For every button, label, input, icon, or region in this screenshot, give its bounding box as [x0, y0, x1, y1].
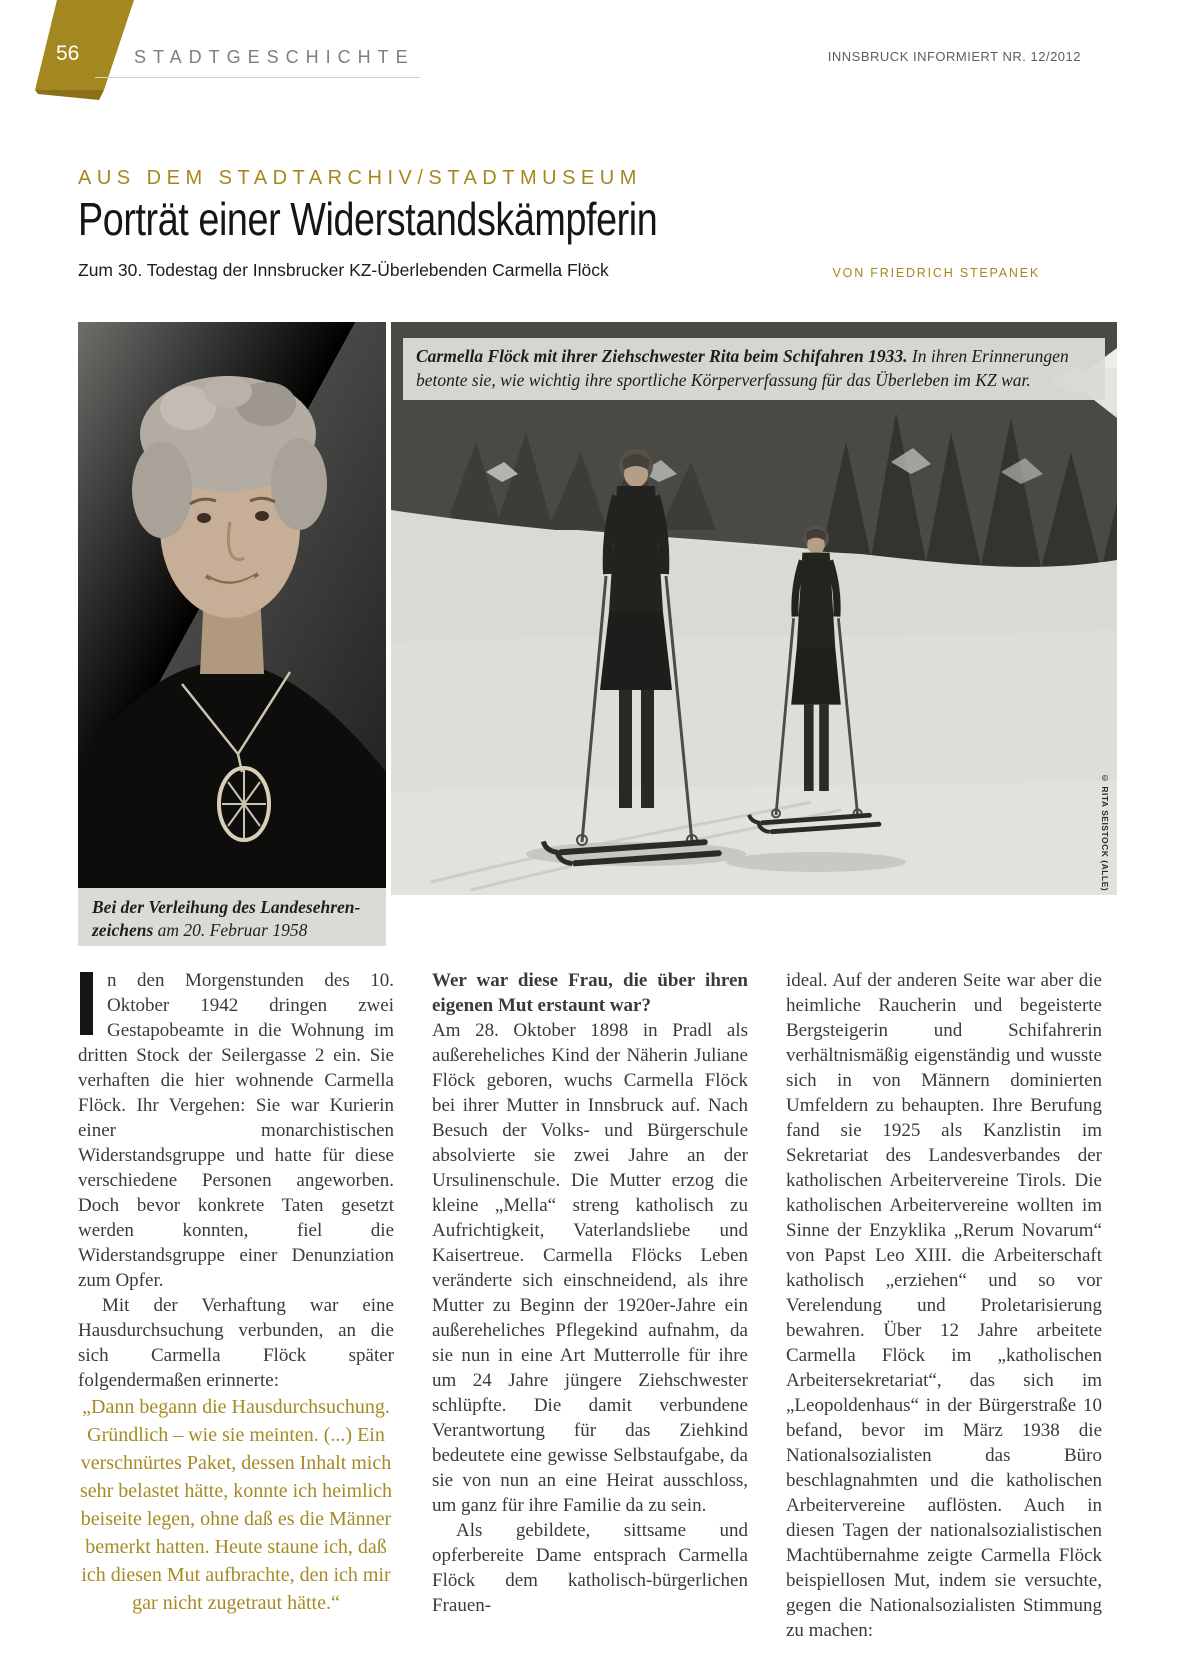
article-title-text: Porträt einer Widerstandskämpferin	[78, 193, 658, 245]
ski-caption-bold: Carmella Flöck mit ihrer Ziehschwester Rita beim Schifahren 1933.	[416, 346, 908, 366]
page-number: 56	[56, 42, 80, 65]
section-title: STADTGESCHICHTE	[134, 47, 415, 67]
pull-quote: „Dann begann die Hausdurchsuchung. Gründlich – wie sie meinten. (...) Ein verschnürtes Paket, dessen Inhalt mich sehr belastet hätte, konnte ich heimlich beiseite legen, ohne daß es die Männer bemerkt hatten. Heute staune ich, daß ich diesen Mut aufbrachte, den ich mir gar nicht zugetraut hätte.“	[79, 1396, 393, 1614]
column-1	[78, 968, 394, 1643]
portrait-photo-image	[78, 322, 386, 888]
paragraph-ideal: Als gebildete, sittsame und opferbereite Dame entsprach Carmella Flöck dem katholisch-bürgerlichen Frauen-	[432, 1520, 748, 1616]
article-byline: VON FRIEDRICH STEPANEK	[832, 266, 1040, 280]
ribbon-shape	[30, 0, 140, 102]
column-3	[786, 968, 1102, 1643]
paragraph-career: ideal. Auf der anderen Seite war aber die heimliche Raucherin und begeisterte Bergsteigerin und Schifahrerin verhältnismäßig eigenständig und wusste sich in von Männern dominierten Umfeldern zu behaupten. Ihre Berufung fand sie 1925 als Kanzlistin im Sekretariat des Landesverbandes der katholischen Arbeitervereine Tirols. Die katholischen Arbeitervereine wollten im Sinne der Enzyklika „Rerum Novarum“ von Papst Leo XIII. die Arbeiterschaft katholisch „erziehen“ und so vor Verelendung und Proletarisierung bewahren. Über 12 Jahre arbeitete Carmella Flöck im „katholischen Arbeitersekretariat“, das sich im „Leopoldenhaus“ in der Bürgerstraße 10 befand, bevor im März 1938 die Nationalsozialisten das Büro beschlagnahmten und die katholischen Arbeitervereine auflösten. Auch in diesen Tagen der nationalsozialistischen Machtübernahme zeigte Carmella Flöck beispiellosen Mut, indem sie versuchte, gegen die Nationalsozialisten Stimmung zu machen:	[786, 970, 1102, 1641]
portrait-caption-rest: am 20. Februar 1958	[153, 920, 308, 940]
ski-photo-image	[391, 322, 1117, 895]
portrait-caption-bold: Bei der Verleihung des Landesehren-zeichens	[92, 897, 361, 940]
article-kicker: AUS DEM STADTARCHIV/STADTMUSEUM	[78, 167, 642, 189]
question-heading: Wer war diese Frau, die über ihren eigenen Mut erstaunt war?	[432, 970, 748, 1016]
paragraph-intro	[78, 968, 394, 1293]
paragraph-search: Mit der Verhaftung war eine Hausdurchsuchung verbunden, an die sich Carmella Flöck später folgendermaßen erinnerte:	[78, 1295, 394, 1391]
ski-photo-caption	[403, 338, 1105, 400]
column-2	[432, 968, 748, 1643]
header-rule	[95, 77, 420, 78]
ribbon-fold	[35, 90, 104, 100]
article-title	[78, 192, 785, 246]
paragraph-biography: Am 28. Oktober 1898 in Pradl als außereheliches Kind der Näherin Juliane Flöck geboren, wuchs Carmella Flöck bei ihrer Mutter in Innsbruck auf. Nach Besuch der Volks- und Bürgerschule absolvierte sie zwei Jahre an der Ursulinenschule. Die Mutter erzog die kleine „Mella“ streng katholisch zu Aufrichtigkeit, Vaterlandsliebe und Kaisertreue. Carmella Flöcks Leben veränderte sich einschneidend, als ihre Mutter zu Beginn der 1920er-Jahre ein außereheliches Pflegekind aufnahm, da sie nun in eine Art Mutterrolle für ihre um 24 Jahre jüngere Ziehschwester schlüpfte. Die damit verbundene Verantwortung für das Ziehkind bedeutete eine gewisse Selbstaufgabe, da sie von nun an eine Heirat ausschloss, um ganz für ihre Familie da zu sein.	[432, 1020, 748, 1516]
ski-caption-rest: In ihren Erinnerungen betonte sie, wie wichtig ihre sportliche Körperverfassung für das Überleben im KZ war.	[416, 346, 1069, 390]
issue-info: INNSBRUCK INFORMIERT NR. 12/2012	[827, 49, 1081, 64]
drop-cap	[80, 972, 93, 1035]
paragraph-intro-text: n den Morgenstunden des 10. Oktober 1942 dringen zwei Gestapobeamte in die Wohnung im dritten Stock der Seilergasse 2 ein. Sie verhaften die hier wohnende Carmella Flöck. Ihr Vergehen: Sie war Kurierin einer monarchistischen Widerstandsgruppe und hatte für diese verschiedene Personen angeworben. Doch bevor konkrete Taten gesetzt werden konnten, fiel die Widerstandsgruppe einer Denunziation zum Opfer.	[78, 970, 394, 1291]
article-subtitle: Zum 30. Todestag der Innsbrucker KZ-Überlebenden Carmella Flöck	[78, 260, 609, 280]
article-body	[78, 968, 1103, 1643]
photo-credit: © RITA SEISTOCK (ALLE)	[1100, 772, 1110, 891]
portrait-photo	[78, 322, 386, 888]
portrait-caption	[78, 888, 386, 946]
ski-photo	[391, 322, 1117, 895]
